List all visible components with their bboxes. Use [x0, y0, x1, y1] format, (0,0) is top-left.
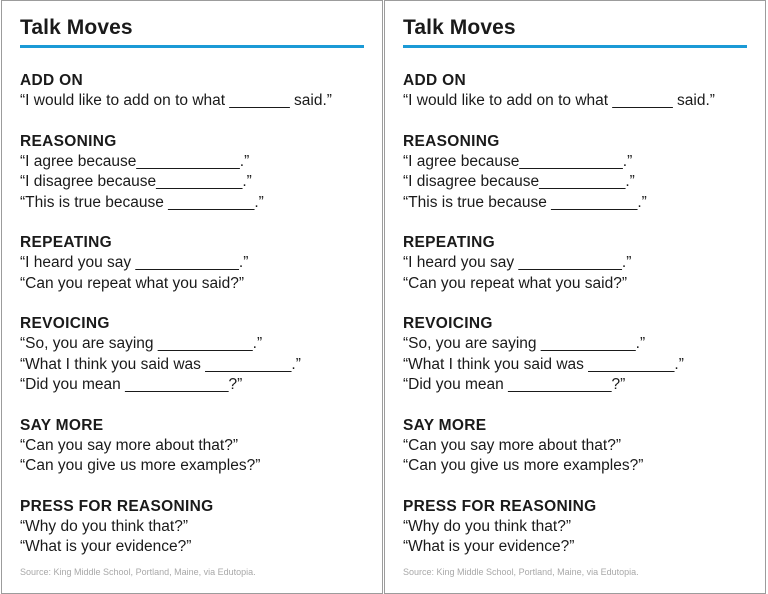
section-heading: REPEATING — [20, 234, 112, 251]
section-press-for-reasoning — [20, 497, 364, 558]
section-heading: SAY MORE — [403, 416, 487, 434]
sentence-stem: “Why do you think that?” — [403, 517, 571, 535]
section-heading: ADD ON — [403, 72, 466, 89]
talk-moves-card-left — [1, 0, 383, 594]
title-underline — [403, 45, 747, 48]
section-heading: PRESS FOR REASONING — [20, 497, 214, 515]
section-heading: REASONING — [403, 132, 500, 150]
sentence-stem: “I disagree because__________.” — [20, 173, 252, 190]
section-say-more — [20, 416, 364, 477]
card-title: Talk Moves — [20, 16, 133, 39]
section-revoicing — [20, 314, 364, 396]
sentence-stem: “Can you say more about that?” — [403, 436, 621, 454]
section-heading: SAY MORE — [20, 416, 104, 434]
sentence-stem: “I agree because____________.” — [20, 152, 250, 170]
sentence-stem: “Can you give us more examples?” — [403, 457, 644, 474]
sentence-stem: “Can you say more about that?” — [20, 436, 238, 454]
sentence-stem: “I agree because____________.” — [403, 152, 633, 170]
card-sections — [403, 71, 747, 558]
sentence-stem: “Why do you think that?” — [20, 517, 188, 535]
sentence-stem: “I would like to add on to what _______ said.” — [403, 92, 715, 109]
source-credit: Source: King Middle School, Portland, Maine, via Edutopia. — [20, 567, 256, 577]
section-heading: ADD ON — [20, 72, 83, 89]
section-press-for-reasoning — [403, 497, 747, 558]
section-revoicing — [403, 314, 747, 396]
card-sections — [20, 71, 364, 558]
sentence-stem: “I would like to add on to what _______ said.” — [20, 92, 332, 109]
sentence-stem: “What is your evidence?” — [20, 538, 192, 555]
section-reasoning — [20, 132, 364, 214]
title-underline — [20, 45, 364, 48]
sentence-stem: “So, you are saying ___________.” — [20, 335, 263, 352]
section-add-on — [403, 71, 747, 112]
card-title: Talk Moves — [403, 16, 516, 39]
section-say-more — [403, 416, 747, 477]
section-heading: PRESS FOR REASONING — [403, 497, 597, 515]
sentence-stem: “I disagree because__________.” — [403, 173, 635, 190]
section-heading: REASONING — [20, 132, 117, 150]
sentence-stem: “Can you repeat what you said?” — [20, 274, 245, 292]
sentence-stem: “So, you are saying ___________.” — [403, 335, 646, 352]
sentence-stem: “I heard you say ____________.” — [403, 254, 632, 271]
sentence-stem: “Can you repeat what you said?” — [403, 274, 628, 292]
sentence-stem: “What is your evidence?” — [403, 538, 575, 555]
section-heading: REVOICING — [20, 315, 110, 332]
section-add-on — [20, 71, 364, 112]
sentence-stem: “What I think you said was __________.” — [20, 355, 301, 373]
section-repeating — [20, 233, 364, 294]
section-heading: REPEATING — [403, 234, 495, 251]
source-credit: Source: King Middle School, Portland, Maine, via Edutopia. — [403, 567, 639, 577]
section-reasoning — [403, 132, 747, 214]
sentence-stem: “This is true because __________.” — [403, 193, 647, 211]
section-heading: REVOICING — [403, 315, 493, 332]
sentence-stem: “Did you mean ____________?” — [403, 376, 626, 393]
section-repeating — [403, 233, 747, 294]
talk-moves-card-right — [384, 0, 766, 594]
sentence-stem: “I heard you say ____________.” — [20, 254, 249, 271]
sentence-stem: “Did you mean ____________?” — [20, 376, 243, 393]
sentence-stem: “What I think you said was __________.” — [403, 355, 684, 373]
sentence-stem: “Can you give us more examples?” — [20, 457, 261, 474]
sentence-stem: “This is true because __________.” — [20, 193, 264, 211]
